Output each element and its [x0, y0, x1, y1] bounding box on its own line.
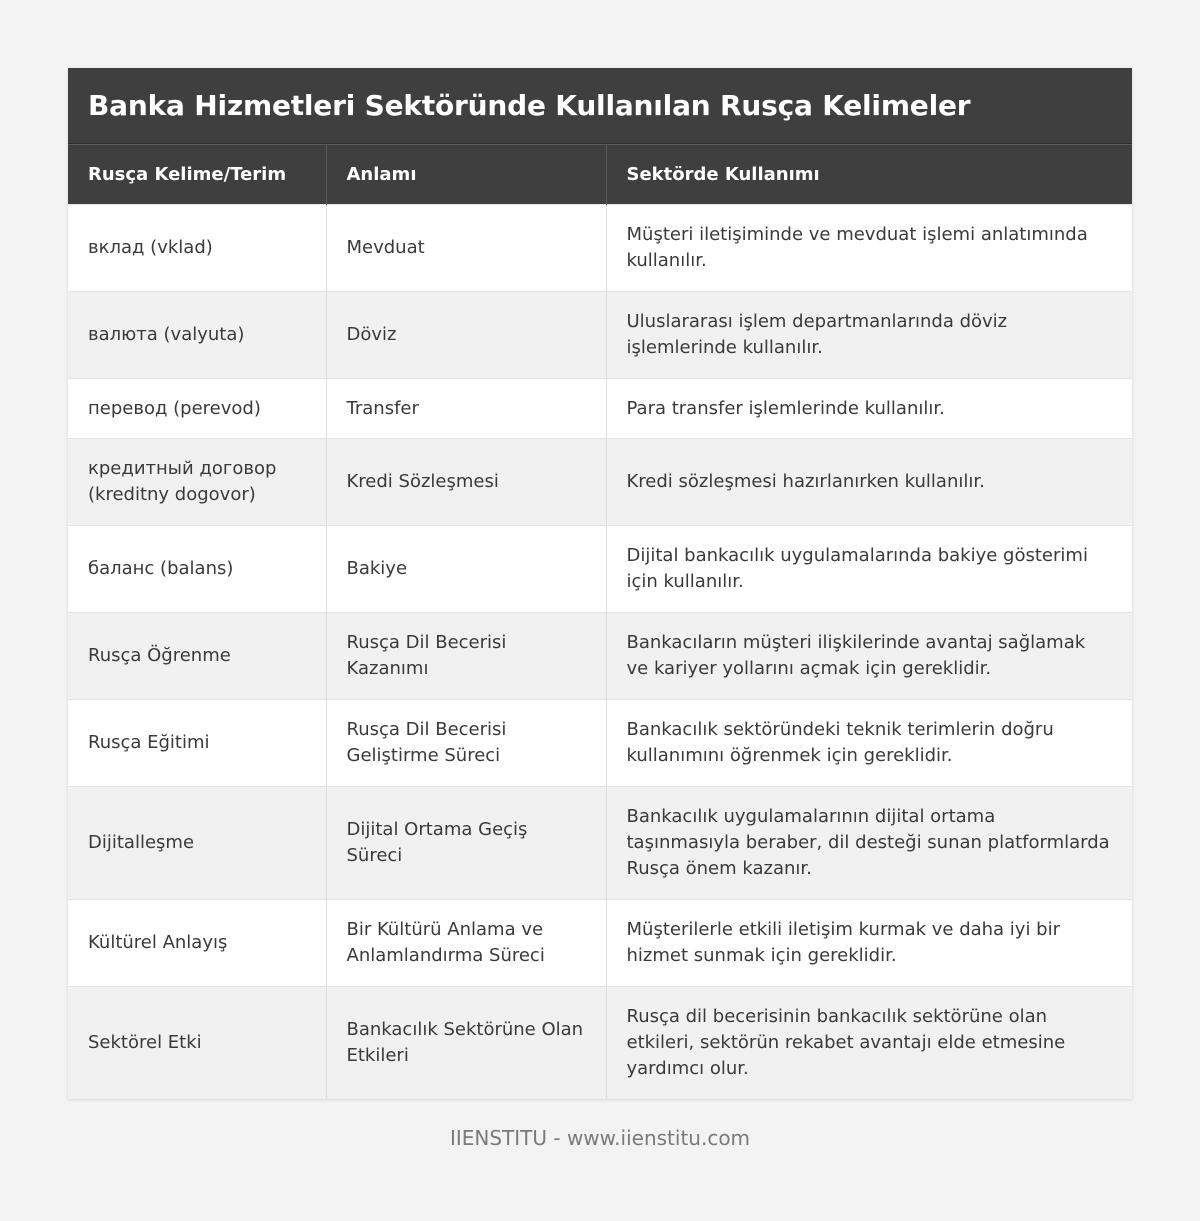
page-title: Banka Hizmetleri Sektöründe Kullanılan Rusça Kelimeler — [88, 89, 971, 122]
usage-cell: Müşteri iletişiminde ve mevduat işlemi anlatımında kullanılır. — [606, 205, 1132, 292]
usage-cell: Dijital bankacılık uygulamalarında bakiye gösterimi için kullanılır. — [606, 526, 1132, 613]
term-cell: перевод (perevod) — [68, 379, 326, 439]
usage-cell: Bankacılık uygulamalarının dijital ortama taşınmasıyla beraber, dil desteği sunan platformlarda Rusça önem kazanır. — [606, 787, 1132, 900]
usage-cell: Uluslararası işlem departmanlarında döviz işlemlerinde kullanılır. — [606, 292, 1132, 379]
terms-table — [68, 144, 1132, 1099]
term-cell: Dijitalleşme — [68, 787, 326, 900]
term-cell: Rusça Eğitimi — [68, 700, 326, 787]
term-cell: Sektörel Etki — [68, 987, 326, 1100]
meaning-cell: Rusça Dil Becerisi Kazanımı — [326, 613, 606, 700]
usage-cell: Rusça dil becerisinin bankacılık sektörüne olan etkileri, sektörün rekabet avantajı elde etmesine yardımcı olur. — [606, 987, 1132, 1100]
meaning-cell: Kredi Sözleşmesi — [326, 439, 606, 526]
term-cell: вклад (vklad) — [68, 205, 326, 292]
table-row — [68, 439, 1132, 526]
table-row — [68, 292, 1132, 379]
usage-cell: Para transfer işlemlerinde kullanılır. — [606, 379, 1132, 439]
table-row — [68, 700, 1132, 787]
meaning-cell: Rusça Dil Becerisi Geliştirme Süreci — [326, 700, 606, 787]
table-row — [68, 900, 1132, 987]
usage-cell: Müşterilerle etkili iletişim kurmak ve daha iyi bir hizmet sunmak için gereklidir. — [606, 900, 1132, 987]
meaning-cell: Döviz — [326, 292, 606, 379]
table-row — [68, 205, 1132, 292]
header-row — [68, 145, 1132, 205]
term-cell: баланс (balans) — [68, 526, 326, 613]
column-header-term: Rusça Kelime/Terim — [68, 145, 326, 205]
meaning-cell: Mevduat — [326, 205, 606, 292]
table-row — [68, 987, 1132, 1100]
meaning-cell: Bankacılık Sektörüne Olan Etkileri — [326, 987, 606, 1100]
table-row — [68, 787, 1132, 900]
term-cell: кредитный договор (kreditny dogovor) — [68, 439, 326, 526]
table-card — [68, 68, 1132, 1099]
usage-cell: Bankacıların müşteri ilişkilerinde avantaj sağlamak ve kariyer yollarını açmak için gereklidir. — [606, 613, 1132, 700]
footer-credit: IIENSTITU - www.iienstitu.com — [449, 1126, 751, 1150]
term-cell: валюта (valyuta) — [68, 292, 326, 379]
meaning-cell: Transfer — [326, 379, 606, 439]
column-header-usage: Sektörde Kullanımı — [606, 145, 1132, 205]
meaning-cell: Dijital Ortama Geçiş Süreci — [326, 787, 606, 900]
meaning-cell: Bakiye — [326, 526, 606, 613]
usage-cell: Bankacılık sektöründeki teknik terimlerin doğru kullanımını öğrenmek için gereklidir. — [606, 700, 1132, 787]
table-row — [68, 379, 1132, 439]
title-bar — [68, 68, 1132, 144]
term-cell: Rusça Öğrenme — [68, 613, 326, 700]
table-row — [68, 613, 1132, 700]
term-cell: Kültürel Anlayış — [68, 900, 326, 987]
usage-cell: Kredi sözleşmesi hazırlanırken kullanılır. — [606, 439, 1132, 526]
column-header-meaning: Anlamı — [326, 145, 606, 205]
table-row — [68, 526, 1132, 613]
meaning-cell: Bir Kültürü Anlama ve Anlamlandırma Süreci — [326, 900, 606, 987]
